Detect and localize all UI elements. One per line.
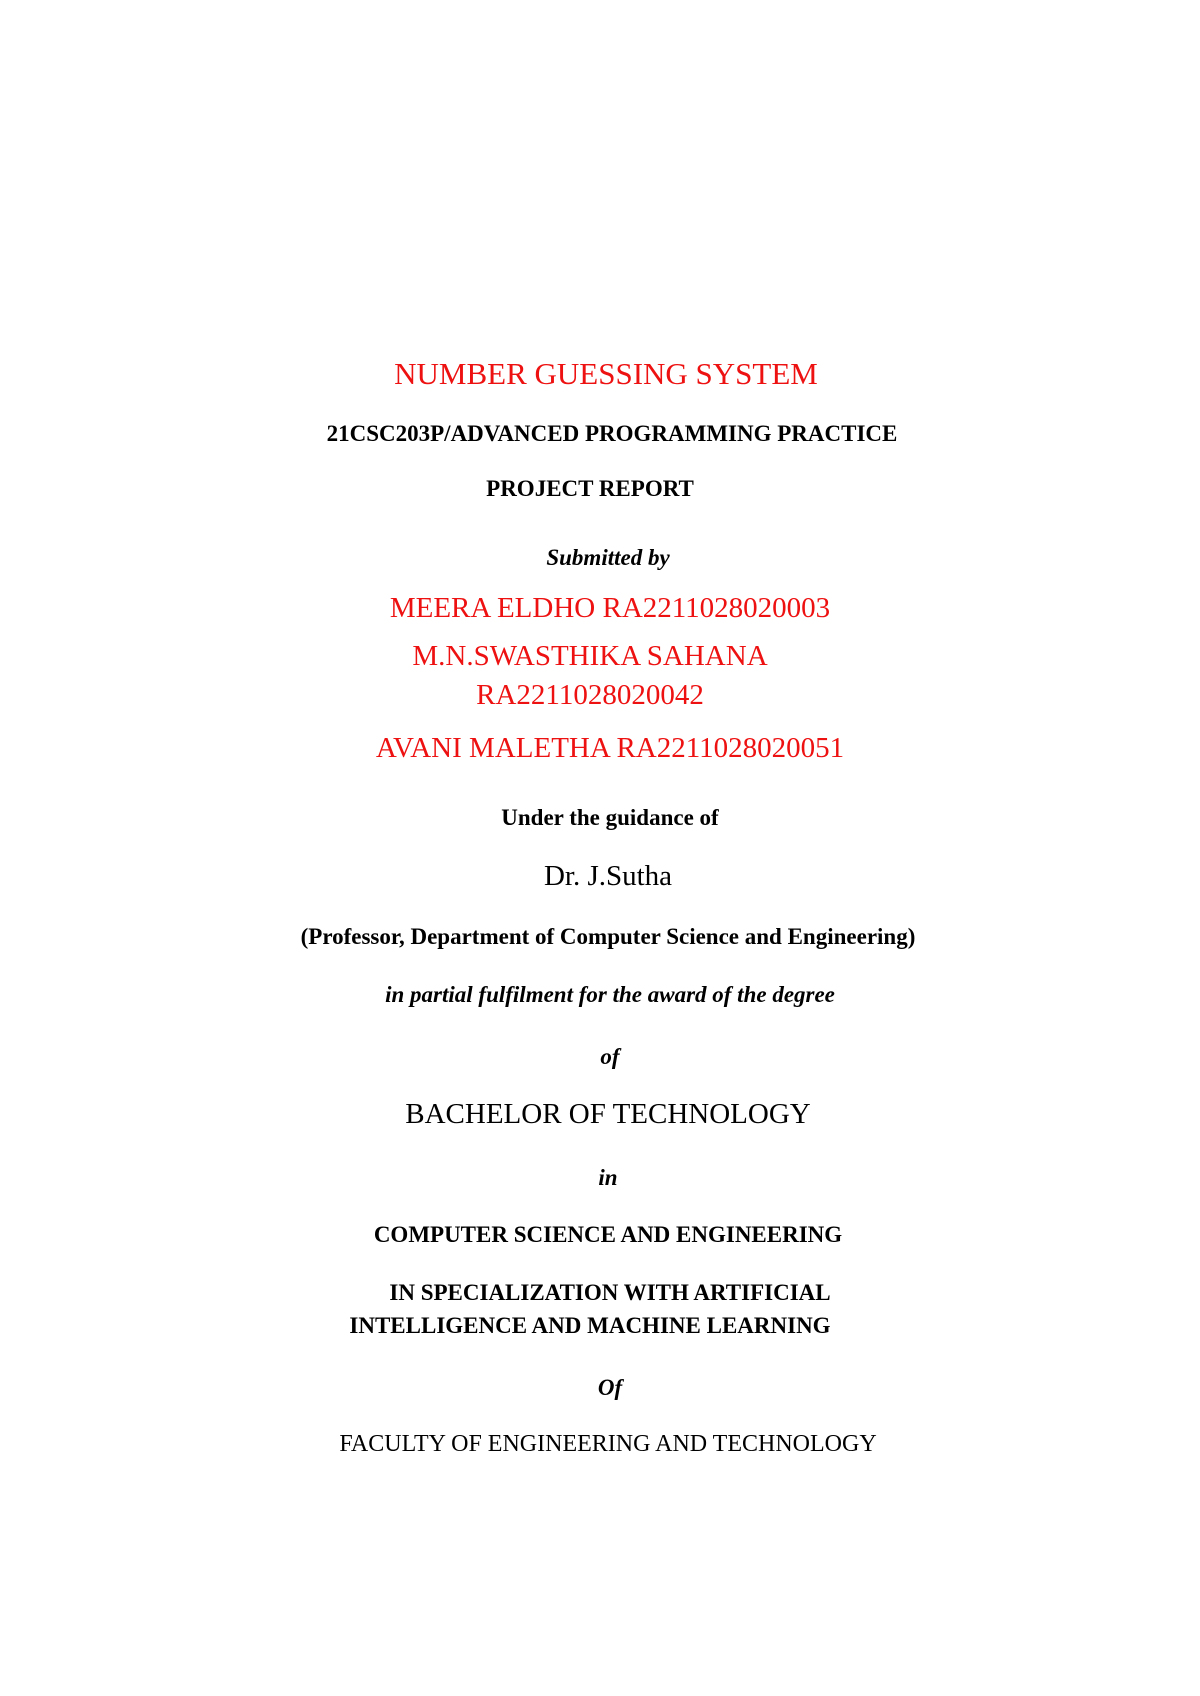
degree-name: BACHELOR OF TECHNOLOGY xyxy=(405,1098,811,1130)
specialization-line-2: INTELLIGENCE AND MACHINE LEARNING xyxy=(349,1313,831,1338)
of-text-1: of xyxy=(600,1044,620,1069)
student-1: MEERA ELDHO RA2211028020003 xyxy=(389,592,831,624)
branch-name: COMPUTER SCIENCE AND ENGINEERING xyxy=(373,1222,843,1247)
of-text-2: Of xyxy=(597,1375,623,1400)
student-3: AVANI MALETHA RA2211028020051 xyxy=(375,732,845,764)
fulfilment-text: in partial fulfilment for the award of the degree xyxy=(385,982,835,1007)
specialization-line-1: IN SPECIALIZATION WITH ARTIFICIAL xyxy=(389,1280,831,1305)
student-2-name: M.N.SWASTHIKA SAHANA xyxy=(412,640,768,672)
guidance-label: Under the guidance of xyxy=(501,805,719,830)
guide-name: Dr. J.Sutha xyxy=(543,860,673,892)
project-title: NUMBER GUESSING SYSTEM xyxy=(394,356,818,391)
student-2-id: RA2211028020042 xyxy=(476,679,704,711)
faculty-name: FACULTY OF ENGINEERING AND TECHNOLOGY xyxy=(339,1431,877,1457)
guide-designation: (Professor, Department of Computer Science and Engineering) xyxy=(300,924,916,949)
course-code: 21CSC203P/ADVANCED PROGRAMMING PRACTICE xyxy=(326,421,898,446)
in-text: in xyxy=(598,1165,618,1190)
submitted-by-label: Submitted by xyxy=(546,545,670,570)
report-type: PROJECT REPORT xyxy=(486,476,694,501)
